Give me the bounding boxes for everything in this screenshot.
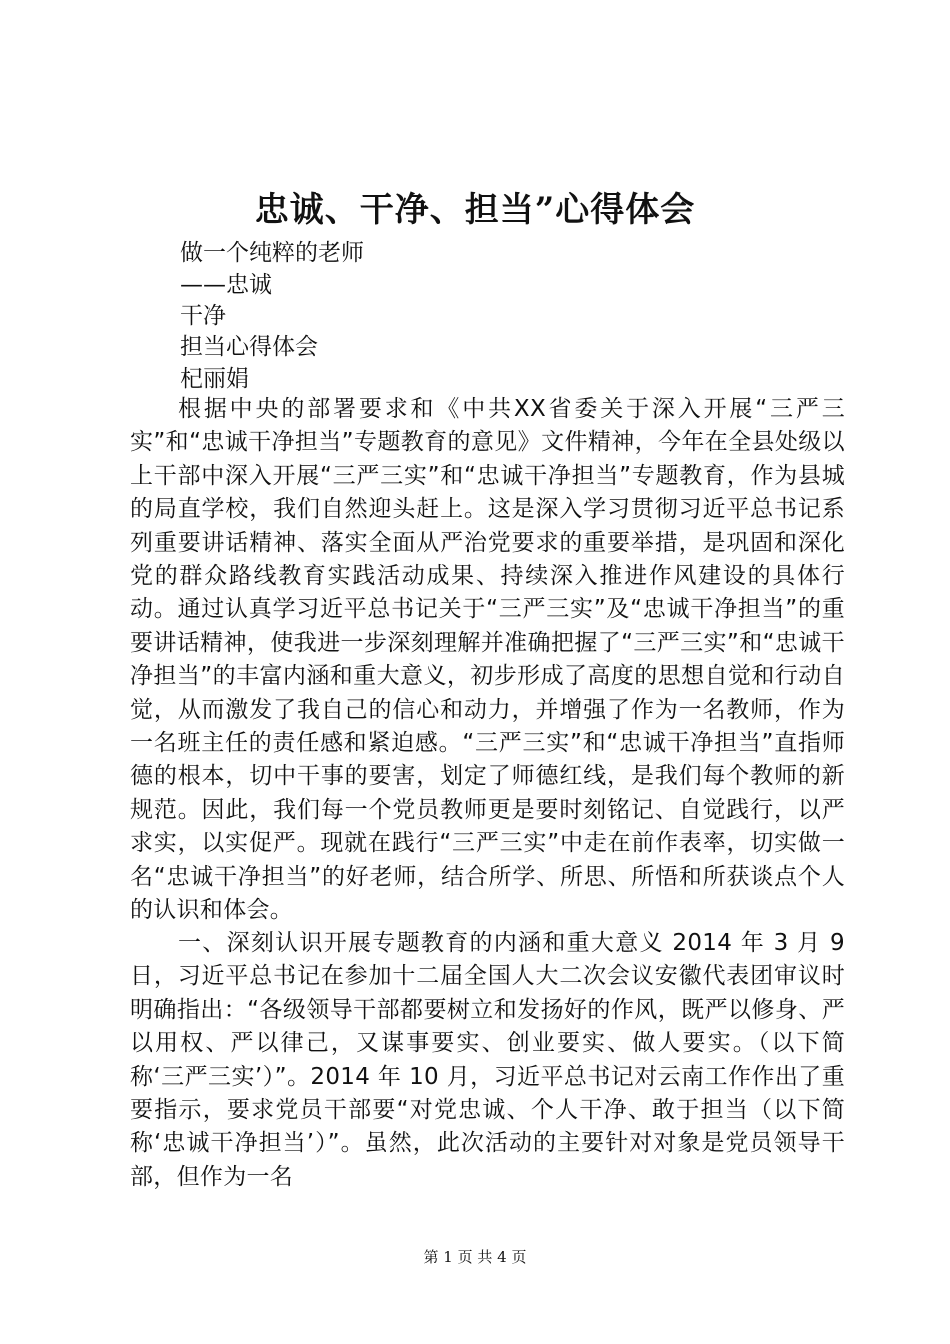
body-paragraph-1: 根据中央的部署要求和《中共XX省委关于深入开展“三严三实”和“忠诚干净担当”专题教育的意见》文件精神，今年在全县处级以上干部中深入开展“三严三实”和“忠诚干净担当”专题教育，作为县城的局直学校，我们自然迎头赶上。这是深入学习贯彻习近平总书记系列重要讲话精神、落实全面从严治党要求的重要举措，是巩固和深化党的群众路线教育实践活动成果、持续深入推进作风建设的具体行动。通过认真学习近平总书记关于“三严三实”及“忠诚干净担当”的重要讲话精神，使我进一步深刻理解并准确把握了“三严三实”和“忠诚干净担当”的丰富内涵和重大意义，初步形成了高度的思想自觉和行动自觉，从而激发了我自己的信心和动力，并增强了作为一名教师，作为一名班主任的责任感和紧迫感。“三严三实”和“忠诚干净担当”直指师德的根本，切中干事的要害，划定了师德红线，是我们每个教师的新规范。因此，我们每一个党员教师更是要时刻铭记、自觉践行，以严求实，以实促严。现就在践行“三严三实”中走在前作表率，切实做一名“忠诚干净担当”的好老师，结合所学、所思、所悟和所获谈点个人的认识和体会。 <box>130 396 845 924</box>
subtitle-line-3: 干净 <box>180 303 226 329</box>
author-name: 杞丽娟 <box>180 366 249 392</box>
subtitle-line-4: 担当心得体会 <box>180 334 318 360</box>
page-footer: 第 1 页 共 4 页 <box>423 1248 527 1266</box>
document-title: 忠诚、干净、担当”心得体会 <box>254 190 696 230</box>
subtitle-line-2: ——忠诚 <box>180 272 272 298</box>
subtitle-line-1: 做一个纯粹的老师 <box>180 240 364 266</box>
body-paragraph-2: 一、深刻认识开展专题教育的内涵和重大意义 2014 年 3 月 9 日，习近平总书记在参加十二届全国人大二次会议安徽代表团审议时明确指出：“各级领导干部都要树立和发扬好的作风，既严以修身、严以用权、严以律己，又谋事要实、创业要实、做人要实。（以下简称‘三严三实’）”。2014 年 10 月，习近平总书记对云南工作作出了重要指示，要求党员干部要“对党忠诚、个人干净、敢于担当（以下简称‘忠诚干净担当’）”。虽然，此次活动的主要针对对象是党员领导干部，但作为一名 <box>130 930 845 1190</box>
